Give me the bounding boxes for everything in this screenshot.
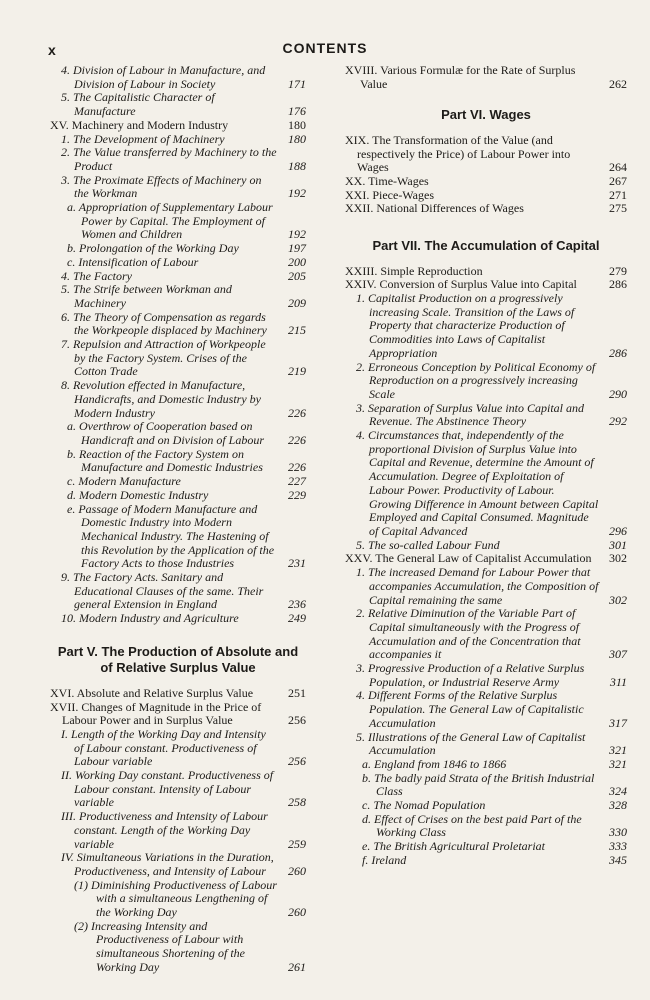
entry-title: e. The British Agricultural Proletariat xyxy=(362,839,545,854)
page-ref: 345 xyxy=(609,852,627,867)
toc-entry xyxy=(345,758,627,772)
toc-entry xyxy=(50,810,306,851)
toc-entry xyxy=(50,687,306,701)
toc-entry xyxy=(345,278,627,292)
toc-entry xyxy=(50,91,306,118)
page-ref: 192 xyxy=(288,186,306,201)
toc-entry xyxy=(50,242,306,256)
page-ref: 226 xyxy=(288,405,306,420)
entry-title: 5. The so-called Labour Fund xyxy=(356,537,500,552)
toc-entry xyxy=(50,851,306,878)
toc-entry xyxy=(50,311,306,338)
entry-title: d. Modern Domestic Industry xyxy=(67,487,209,502)
entry-title: f. Ireland xyxy=(362,852,407,867)
entry-title: 3. The Proximate Effects of Machinery on the Workman xyxy=(61,172,262,201)
entry-title: 3. Progressive Production of a Relative Surplus Population, or Industrial Reserve Army xyxy=(356,661,585,689)
page-ref: 260 xyxy=(288,905,306,920)
entry-title: II. Working Day constant. Productiveness of Labour constant. Intensity of Labour variable xyxy=(61,768,274,810)
page-ref: 226 xyxy=(288,460,306,475)
entry-title: c. Modern Manufacture xyxy=(67,474,181,489)
entry-title: b. Reaction of the Factory System on Manufacture and Domestic Industries xyxy=(67,446,263,475)
entry-title: XXI. Piece-Wages xyxy=(345,187,434,202)
entry-title: 5. The Capitalistic Character of Manufacture xyxy=(61,90,215,119)
entry-title: XXII. National Differences of Wages xyxy=(345,201,524,216)
entry-title: 10. Modern Industry and Agriculture xyxy=(61,611,239,626)
page-ref: 302 xyxy=(609,592,627,607)
toc-entry xyxy=(345,552,627,566)
toc-entry xyxy=(345,64,627,91)
page-ref: 330 xyxy=(609,825,627,840)
toc-entry xyxy=(345,813,627,840)
page-ref: 333 xyxy=(609,839,627,854)
toc-entry xyxy=(345,429,627,539)
entry-title: d. Effect of Crises on the best paid Part of the Working Class xyxy=(362,811,582,840)
entry-title: a. Overthrow of Cooperation based on Handicraft and on Division of Labour xyxy=(67,419,265,447)
entry-title: 4. The Factory xyxy=(61,268,132,283)
toc-entry xyxy=(50,379,306,420)
toc-entry xyxy=(345,772,627,799)
page-ref: 302 xyxy=(609,551,627,566)
entry-title: XVII. Changes of Magnitude in the Price of Labour Power and in Surplus Value xyxy=(50,699,262,728)
page-ref: 209 xyxy=(288,295,306,310)
toc-entry xyxy=(345,189,627,203)
toc-entry xyxy=(50,879,306,920)
entry-title: c. Intensification of Labour xyxy=(67,254,199,269)
page-ref: 271 xyxy=(609,187,627,202)
toc-entry xyxy=(50,503,306,572)
toc-entry xyxy=(50,283,306,310)
page-ref: 311 xyxy=(609,674,627,689)
page-ref: 264 xyxy=(609,160,627,175)
page-number: x xyxy=(48,42,56,58)
entry-title: 4. Division of Labour in Manufacture, and Division of Labour in Society xyxy=(61,63,266,91)
page-ref: 192 xyxy=(288,227,306,242)
toc-entry xyxy=(345,402,627,429)
page-ref: 258 xyxy=(288,795,306,810)
entry-title: IV. Simultaneous Variations in the Duration, Productiveness, and Intensity of Labour xyxy=(61,850,274,878)
page-ref: 188 xyxy=(288,158,306,173)
entry-title: XXIII. Simple Reproduction xyxy=(345,263,483,278)
entry-title: b. Prolongation of the Working Day xyxy=(67,241,239,256)
page-ref: 200 xyxy=(288,254,306,269)
toc-entry xyxy=(50,728,306,769)
toc-entry xyxy=(345,799,627,813)
toc-entry xyxy=(345,202,627,216)
toc-entry xyxy=(50,769,306,810)
toc-entry xyxy=(50,64,306,91)
page-ref: 197 xyxy=(288,241,306,256)
entry-title: (2) Increasing Intensity and Productiveness of Labour with simultaneous Shortening of the Working Day xyxy=(74,918,245,974)
part-title: Part V. The Production of Absolute and of Relative Surplus Value xyxy=(57,643,299,676)
entry-title: XXV. The General Law of Capitalist Accumulation xyxy=(345,551,592,566)
part-heading xyxy=(50,644,306,677)
toc-entry xyxy=(50,448,306,475)
page-ref: 279 xyxy=(609,263,627,278)
page-ref: 317 xyxy=(609,715,627,730)
entry-title: I. Length of the Working Day and Intensity of Labour constant. Productiveness of Labour variable xyxy=(61,726,266,769)
page-ref: 301 xyxy=(609,537,627,552)
page-title: CONTENTS xyxy=(282,40,368,56)
entry-title: 1. The increased Demand for Labour Power that accompanies Accumulation, the Composition of Capital remaining the same xyxy=(356,565,599,607)
toc-entry xyxy=(345,265,627,279)
page-ref: 215 xyxy=(288,323,306,338)
page-ref: 321 xyxy=(609,756,627,771)
page-ref: 262 xyxy=(609,76,627,91)
entry-title: 1. Capitalist Production on a progressively increasing Scale. Transition of the Laws of Property that characterize Production of Commodities into Laws of Capitalist Appropriation xyxy=(356,291,575,360)
entry-title: 9. The Factory Acts. Sanitary and Educational Clauses of the same. Their general Extension in England xyxy=(61,570,264,612)
page-ref: 256 xyxy=(288,754,306,769)
page-ref: 296 xyxy=(609,523,627,538)
page-ref: 261 xyxy=(288,959,306,974)
part-title: Part VII. The Accumulation of Capital xyxy=(372,238,600,254)
entry-title: XXIV. Conversion of Surplus Value into Capital xyxy=(345,277,577,292)
part-heading xyxy=(345,238,627,255)
page-ref: 231 xyxy=(288,556,306,571)
entry-title: 2. Relative Diminution of the Variable Part of Capital simultaneously with the Progress of Accumulation and of the Concentration that accompanies it xyxy=(356,606,581,662)
page-ref: 176 xyxy=(288,104,306,119)
toc-entry xyxy=(345,662,627,689)
toc-entry xyxy=(50,270,306,284)
toc-entry xyxy=(50,256,306,270)
entry-title: 2. Erroneous Conception by Political Economy of Reproduction on a progressively increasing Scale xyxy=(356,359,596,401)
entry-title: 8. Revolution effected in Manufacture, Handicrafts, and Domestic Industry by Modern Industry xyxy=(61,378,261,420)
toc-entry xyxy=(345,840,627,854)
page-ref: 328 xyxy=(609,798,627,813)
entry-title: 2. The Value transferred by Machinery to the Product xyxy=(61,145,277,173)
page-ref: 227 xyxy=(288,474,306,489)
entry-title: 6. The Theory of Compensation as regards the Workpeople displaced by Machinery xyxy=(61,309,267,338)
page-header xyxy=(48,40,602,62)
page-ref: 292 xyxy=(609,414,627,429)
entry-title: 7. Repulsion and Attraction of Workpeople by the Factory System. Crises of the Cotton Trade xyxy=(61,337,266,379)
toc-entry xyxy=(345,175,627,189)
entry-title: XX. Time-Wages xyxy=(345,174,429,189)
toc-entry xyxy=(50,338,306,379)
page-ref: 286 xyxy=(609,345,627,360)
entry-title: a. England from 1846 to 1866 xyxy=(362,756,507,771)
toc-entry xyxy=(345,361,627,402)
page-ref: 267 xyxy=(609,174,627,189)
toc-entry xyxy=(345,566,627,607)
page-ref: 226 xyxy=(288,432,306,447)
toc-entry xyxy=(50,701,306,728)
entry-title: 3. Separation of Surplus Value into Capital and Revenue. The Abstinence Theory xyxy=(356,400,585,429)
entry-title: III. Productiveness and Intensity of Labour constant. Length of the Working Day variable xyxy=(61,809,268,851)
toc-entry xyxy=(345,539,627,553)
entry-title: 4. Different Forms of the Relative Surplus Population. The General Law of Capitalistic Accumulation xyxy=(356,688,584,730)
part-title: Part VI. Wages xyxy=(441,107,531,123)
page-ref: 275 xyxy=(609,201,627,216)
page-ref: 324 xyxy=(609,784,627,799)
entry-title: XV. Machinery and Modern Industry xyxy=(50,117,229,132)
page-ref: 205 xyxy=(288,268,306,283)
entry-title: 5. The Strife between Workman and Machinery xyxy=(61,282,232,310)
entry-title: XIX. The Transformation of the Value (and respectively the Price) of Labour Power into Wages xyxy=(345,132,571,175)
entry-title: 1. The Development of Machinery xyxy=(61,131,225,146)
toc-entry xyxy=(345,607,627,662)
entry-title: XVI. Absolute and Relative Surplus Value xyxy=(50,685,254,700)
toc-entry xyxy=(50,119,306,133)
page-ref: 219 xyxy=(288,364,306,379)
toc-entry xyxy=(50,475,306,489)
page-ref: 290 xyxy=(609,386,627,401)
entry-title: c. The Nomad Population xyxy=(362,798,486,813)
page-ref: 259 xyxy=(288,836,306,851)
page-ref: 256 xyxy=(288,713,306,728)
toc-entry xyxy=(50,571,306,612)
page-ref: 321 xyxy=(609,743,627,758)
toc-entry xyxy=(50,174,306,201)
entry-title: e. Passage of Modern Manufacture and Domestic Industry into Modern Mechanical Industry. The Hastening of this Revolution by the Application of the Factory Acts to those Industries xyxy=(67,501,275,571)
page-ref: 180 xyxy=(288,117,306,132)
page-ref: 260 xyxy=(288,863,306,878)
toc-entry xyxy=(50,920,306,975)
toc-entry xyxy=(50,133,306,147)
page-ref: 236 xyxy=(288,597,306,612)
entry-title: a. Appropriation of Supplementary Labour Power by Capital. The Employment of Women and Children xyxy=(67,200,273,242)
page-ref: 171 xyxy=(288,76,306,91)
entry-title: (1) Diminishing Productiveness of Labour with a simultaneous Lengthening of the Working Day xyxy=(74,877,277,920)
page-ref: 229 xyxy=(288,487,306,502)
toc-entry xyxy=(50,420,306,447)
toc-entry xyxy=(50,489,306,503)
page-ref: 249 xyxy=(288,611,306,626)
entry-title: XVIII. Various Formulæ for the Rate of Surplus Value xyxy=(345,63,576,91)
entry-title: 5. Illustrations of the General Law of Capitalist Accumulation xyxy=(356,729,586,758)
toc-entry xyxy=(345,731,627,758)
toc-right-column xyxy=(345,64,627,868)
toc-entry xyxy=(50,146,306,173)
page-ref: 180 xyxy=(288,131,306,146)
entry-title: 4. Circumstances that, independently of the proportional Division of Surplus Value into Capital and Revenue, determine the Amount of Accumulation. Degree of Exploitation of Labour Power. Productivity of Labour. Growing Difference in Amount between Capital Employed and Capital Consumed. Magnitude of Capital Advanced xyxy=(356,428,599,538)
page-ref: 307 xyxy=(609,647,627,662)
toc-entry xyxy=(345,134,627,175)
toc-entry xyxy=(50,612,306,626)
page-ref: 251 xyxy=(288,685,306,700)
toc-left-column xyxy=(50,64,306,975)
toc-entry xyxy=(345,292,627,361)
part-heading xyxy=(345,107,627,124)
entry-title: b. The badly paid Strata of the British Industrial Class xyxy=(362,770,595,799)
toc-entry xyxy=(345,689,627,730)
toc-entry xyxy=(50,201,306,242)
toc-entry xyxy=(345,854,627,868)
page-ref: 286 xyxy=(609,277,627,292)
